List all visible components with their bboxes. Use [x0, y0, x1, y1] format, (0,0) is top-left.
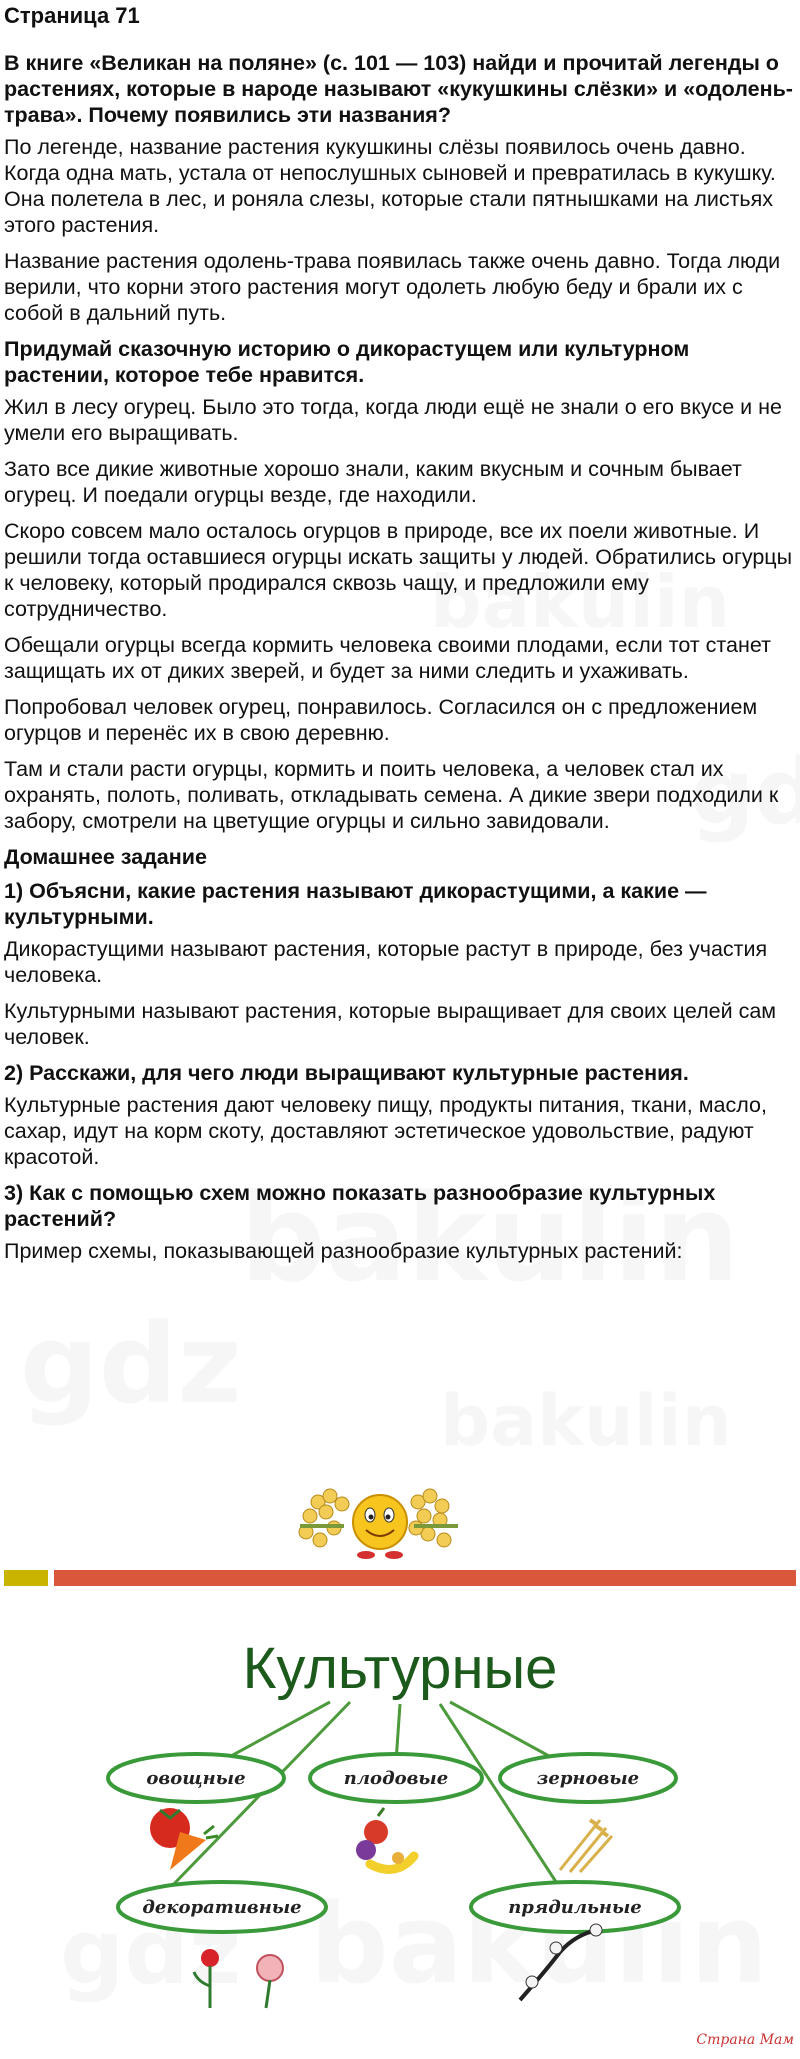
stripe-yellow	[4, 1570, 48, 1586]
category-label-fruit: плодовые	[343, 1768, 449, 1789]
category-label-fiber: прядильные	[508, 1897, 642, 1918]
category-label-vegetables: овощные	[146, 1768, 246, 1789]
homework-question-3: 3) Как с помощью схем можно показать разнообразие культурных растений?	[4, 1181, 716, 1231]
task1-answer-paragraph: Название растения одолень-трава появилась также очень давно. Тогда люди верили, что корни этого растения могут одолеть любую беду и брали их с собой в дальний путь.	[4, 249, 781, 325]
homework-question-1: 1) Объясни, какие растения называют дикорастущими, а какие — культурными.	[4, 879, 707, 929]
page-content	[4, 0, 796, 1274]
scheme-title: Культурные	[242, 1636, 558, 1701]
category-label-grain: зерновые	[536, 1768, 640, 1789]
story-paragraph: Зато все дикие животные хорошо знали, каким вкусным и сочным бывает огурец. И поедали огурцы везде, где находили.	[4, 457, 742, 507]
homework-answer-1b: Культурными называют растения, которые выращивает для своих целей сам человек.	[4, 999, 777, 1049]
signature: Страна Мам	[696, 2032, 794, 2048]
homework-answer-2: Культурные растения дают человеку пищу, продукты питания, ткани, масло, сахар, идут на корм скоту, доставляют эстетическое удовольствие, радуют красотой.	[4, 1093, 767, 1169]
cultivated-plants-scheme	[0, 1460, 800, 2054]
stripe-red	[54, 1570, 796, 1586]
task2-question: Придумай сказочную историю о дикорастущем или культурном растении, которое тебе нравится.	[4, 337, 690, 387]
smiley-flowers-icon	[299, 1489, 458, 1559]
watermark-text	[440, 1380, 732, 1462]
task1-question: В книге «Великан на поляне» (с. 101 — 103) найди и прочитай легенды о растениях, которые в народе называют «кукушкины слёзки» и «одолень-трава». Почему появились эти названия?	[4, 51, 793, 127]
story-paragraph: Жил в лесу огурец. Было это тогда, когда люди ещё не знали о его вкусе и не умели его выращивать.	[4, 395, 782, 445]
grain-icon	[560, 1820, 612, 1872]
arrow	[220, 1702, 330, 1762]
homework-answer-3: Пример схемы, показывающей разнообразие культурных растений:	[4, 1239, 683, 1263]
task1-answer-paragraph: По легенде, название растения кукушкины слёзы появилось очень давно. Когда одна мать, устала от непослушных сыновей и превратилась в кукушку. Она полетела в лес, и роняла слезы, которые стали пятнышками на листьях этого растения.	[4, 135, 776, 237]
story-paragraph: Попробовал человек огурец, понравилось. Согласился он с предложением огурцов и перенёс их в свою деревню.	[4, 695, 758, 745]
decorative-flowers-icon	[194, 1949, 283, 2008]
vegetables-icon	[150, 1808, 218, 1870]
homework-answer-1a: Дикорастущими называют растения, которые растут в природе, без участия человека.	[4, 937, 768, 987]
homework-question-2: 2) Расскажи, для чего люди выращивают культурные растения.	[4, 1061, 689, 1085]
story-paragraph: Там и стали расти огурцы, кормить и поить человека, а человек стал их охранять, полоть, поливать, откладывать семена. А дикие звери подходили к забору, смотрели на цветущие огурцы и сильно завидовали.	[4, 757, 779, 833]
scheme-svg	[0, 1460, 800, 2054]
page-title: Страница 71	[4, 3, 140, 28]
watermark-text	[20, 1300, 242, 1428]
story-paragraph: Обещали огурцы всегда кормить человека своими плодами, если тот станет защищать их от диких зверей, и будет за ними следить и ухаживать.	[4, 633, 771, 683]
cotton-branch-icon	[520, 1924, 602, 2000]
fruit-icon	[356, 1808, 414, 1869]
homework-heading: Домашнее задание	[4, 845, 207, 869]
category-label-decorative: декоративные	[142, 1897, 302, 1918]
story-paragraph: Скоро совсем мало осталось огурцов в природе, все их поели животные. И решили тогда оставшиеся огурцы искать защиты у людей. Обратились огурцы к человеку, который продирался сквозь чащу, и предложили ему сотрудничество.	[4, 519, 793, 621]
arrow	[450, 1702, 560, 1762]
